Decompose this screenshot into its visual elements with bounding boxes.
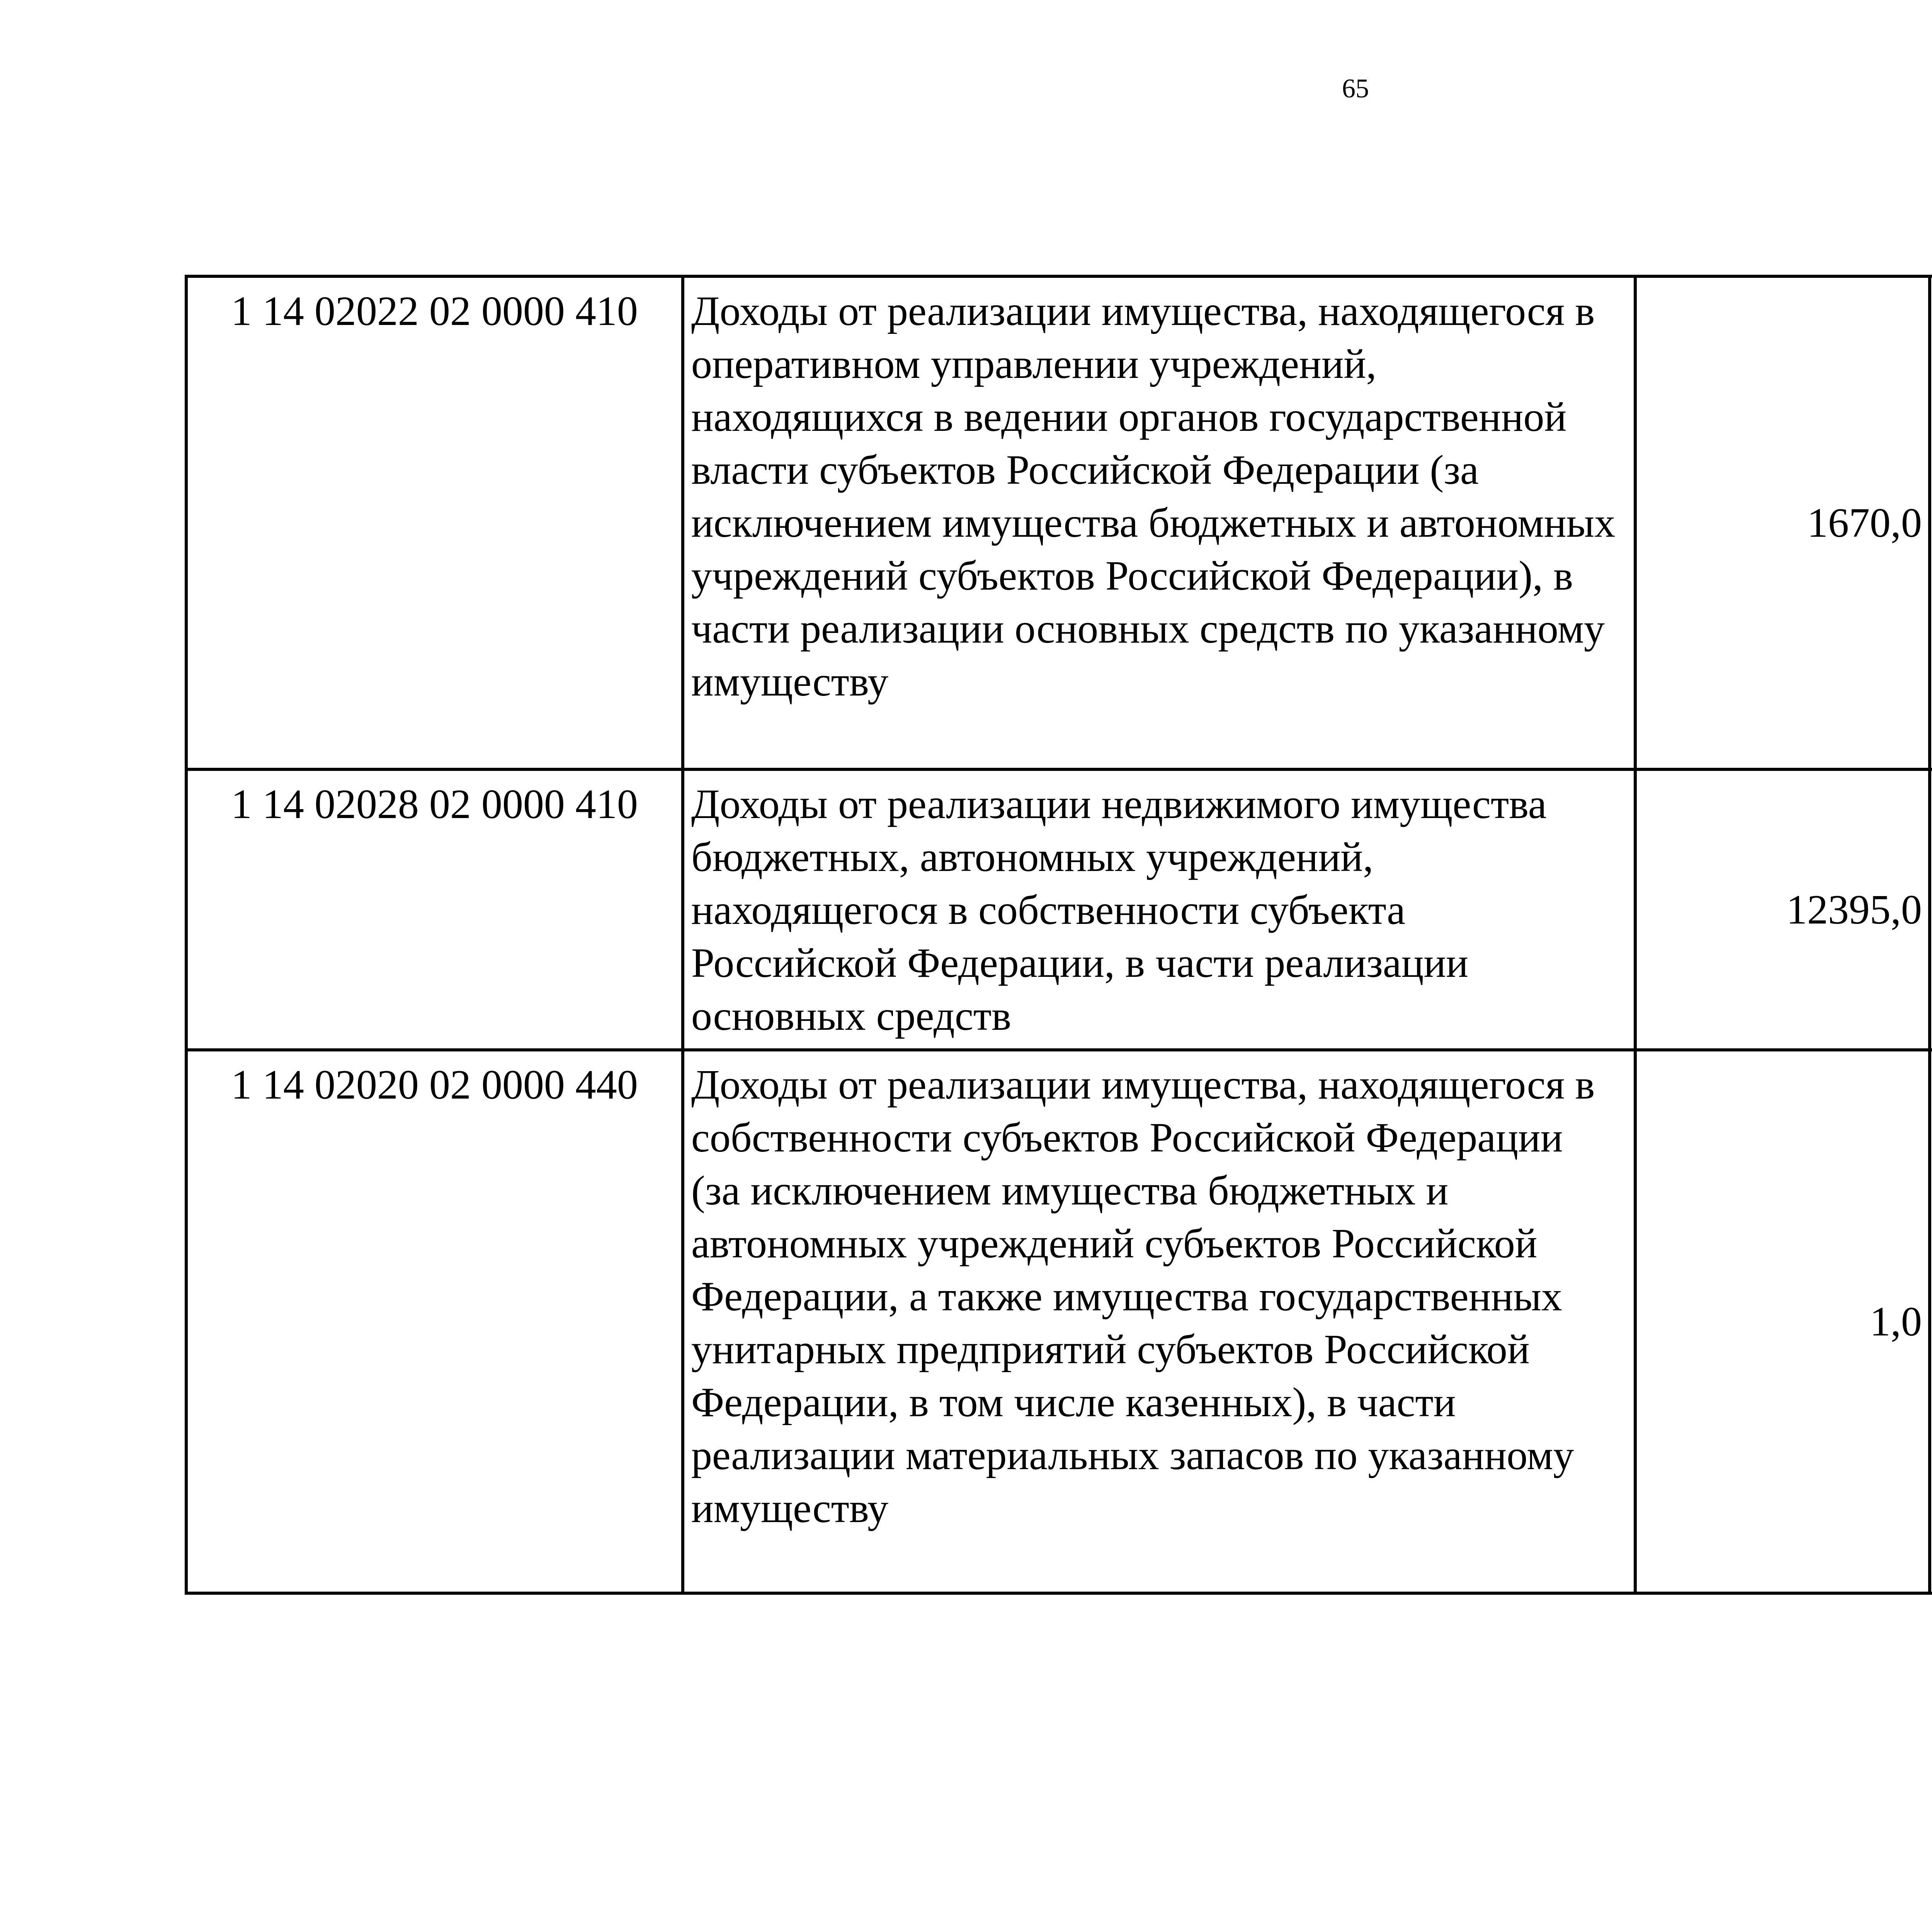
amount-cell-1: 1670,0: [1635, 276, 1930, 769]
revenue-code: 1 14 02022 02 0000 410: [186, 276, 683, 769]
description-line: Доходы от реализации имущества, находящегося в: [691, 1062, 1595, 1108]
description-line: Федерации, а также имущества государственных: [691, 1274, 1562, 1320]
table-row: [186, 1050, 1932, 1593]
revenue-description: [683, 769, 1635, 1050]
amount-cell-2: [1930, 276, 1932, 769]
revenue-code: 1 14 02028 02 0000 410: [186, 769, 683, 1050]
amount-cell-2: [1930, 1050, 1932, 1593]
description-line: (за исключением имущества бюджетных и: [691, 1168, 1449, 1214]
revenue-description: [683, 1050, 1635, 1593]
description-line: учреждений субъектов Российской Федерации), в: [691, 553, 1573, 599]
table-row: [186, 276, 1932, 769]
description-line: унитарных предприятий субъектов Российской: [691, 1327, 1530, 1373]
page-number: 65: [1342, 74, 1369, 104]
description-line: находящегося в собственности субъекта: [691, 887, 1406, 933]
description-line: власти субъектов Российской Федерации (за: [691, 447, 1479, 493]
table-row: [186, 769, 1932, 1050]
description-line: Доходы от реализации имущества, находящегося в: [691, 288, 1595, 334]
amount-cell-1: 1,0: [1635, 1050, 1930, 1593]
description-line: бюджетных, автономных учреждений,: [691, 834, 1374, 880]
description-line: Федерации, в том числе казенных), в части: [691, 1379, 1456, 1425]
description-line: имуществу: [691, 659, 889, 705]
description-line: собственности субъектов Российской Федерации: [691, 1115, 1563, 1161]
description-line: имуществу: [691, 1485, 889, 1531]
description-line: реализации материальных запасов по указанному: [691, 1432, 1574, 1478]
description-line: части реализации основных средств по указанному: [691, 606, 1605, 652]
description-line: исключением имущества бюджетных и автономных: [691, 500, 1616, 546]
revenue-code: 1 14 02020 02 0000 440: [186, 1050, 683, 1593]
amount-cell-2: [1930, 769, 1932, 1050]
description-line: Российской Федерации, в части реализации: [691, 940, 1469, 986]
description-line: основных средств: [691, 993, 1012, 1039]
description-line: оперативном управлении учреждений,: [691, 341, 1377, 387]
description-line: Доходы от реализации недвижимого имущества: [691, 781, 1547, 827]
revenue-table: [185, 275, 1932, 1595]
revenue-description: [683, 276, 1635, 769]
description-line: находящихся в ведении органов государственной: [691, 394, 1567, 440]
description-line: автономных учреждений субъектов Российской: [691, 1221, 1537, 1267]
amount-cell-1: 12395,0: [1635, 769, 1930, 1050]
